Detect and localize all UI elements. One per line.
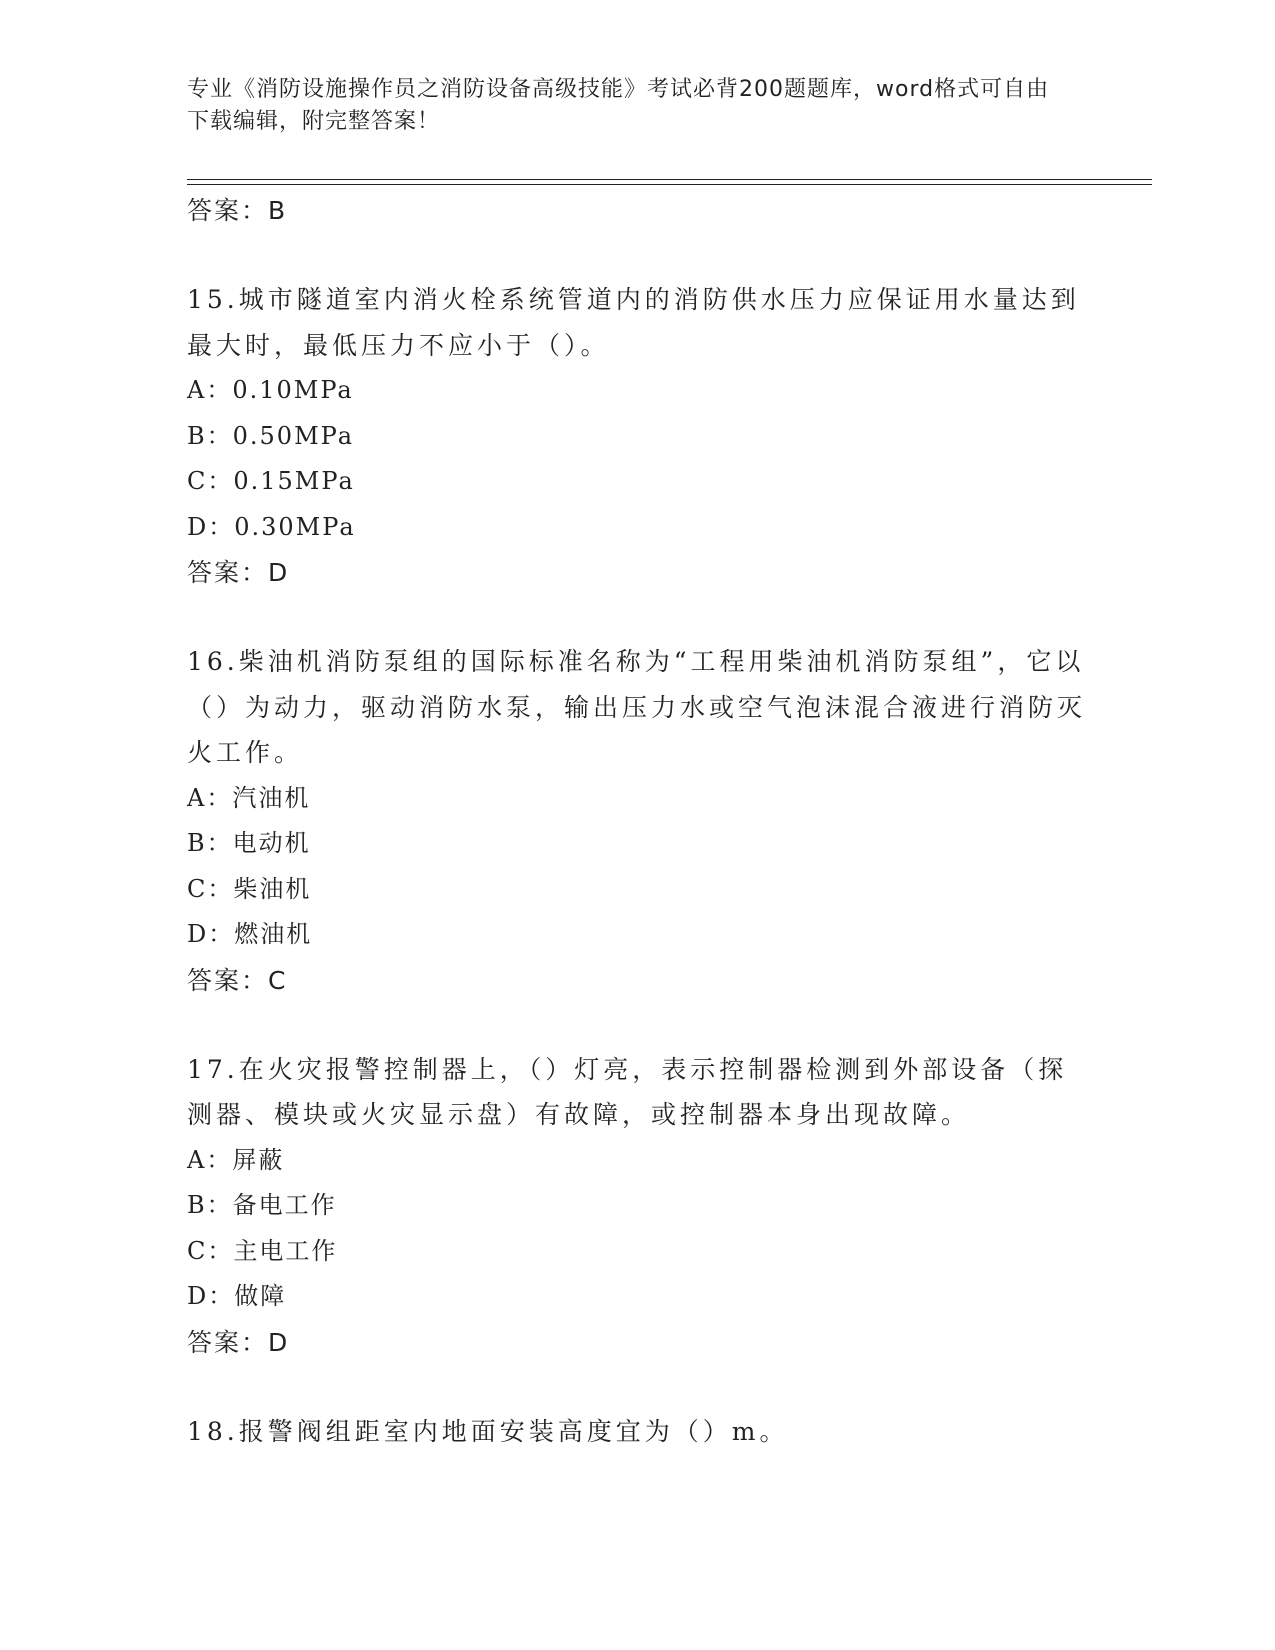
option-d: D：做障 — [187, 1282, 287, 1310]
question-17 — [187, 1047, 1087, 1366]
option-b: B：备电工作 — [187, 1191, 337, 1219]
option-b: B：电动机 — [187, 829, 311, 857]
question-16 — [187, 639, 1087, 1004]
header-rule-top — [187, 179, 1152, 180]
previous-answer: 答案：B — [187, 196, 288, 225]
question-answer: 答案：D — [187, 1327, 290, 1357]
option-b: B：0.50MPa — [187, 421, 355, 450]
option-a: A：屏蔽 — [187, 1145, 285, 1174]
question-stem: 15.城市隧道室内消火栓系统管道内的消防供水压力应保证用水量达到最大时，最低压力不应小于（）。 — [187, 285, 1080, 360]
option-d: D：0.30MPa — [187, 512, 356, 541]
question-stem: 18.报警阀组距室内地面安装高度宜为（）m。 — [187, 1416, 789, 1446]
option-a: A：0.10MPa — [187, 376, 354, 404]
header-rule-bottom — [187, 184, 1152, 185]
document-header — [187, 74, 1067, 138]
question-18 — [187, 1409, 1087, 1455]
question-stem: 17.在火灾报警控制器上，（）灯亮，表示控制器检测到外部设备（探测器、模块或火灾显示盘）有故障，或控制器本身出现故障。 — [187, 1054, 1068, 1129]
option-c: C：0.15MPa — [187, 467, 355, 495]
option-c: C：主电工作 — [187, 1236, 338, 1265]
option-d: D：燃油机 — [187, 920, 313, 948]
question-answer: 答案：C — [187, 965, 288, 995]
document-body — [187, 188, 1087, 1454]
question-stem: 16.柴油机消防泵组的国际标准名称为“工程用柴油机消防泵组”，它以（）为动力，驱动消防水泵，输出压力水或空气泡沫混合液进行消防灭火工作。 — [187, 647, 1087, 767]
option-a: A：汽油机 — [187, 783, 311, 812]
question-15 — [187, 277, 1087, 596]
question-answer: 答案：D — [187, 558, 290, 587]
header-text: 专业《消防设施操作员之消防设备高级技能》考试必背200题题库，word格式可自由下载编辑，附完整答案！ — [187, 77, 1050, 134]
option-c: C：柴油机 — [187, 874, 312, 903]
